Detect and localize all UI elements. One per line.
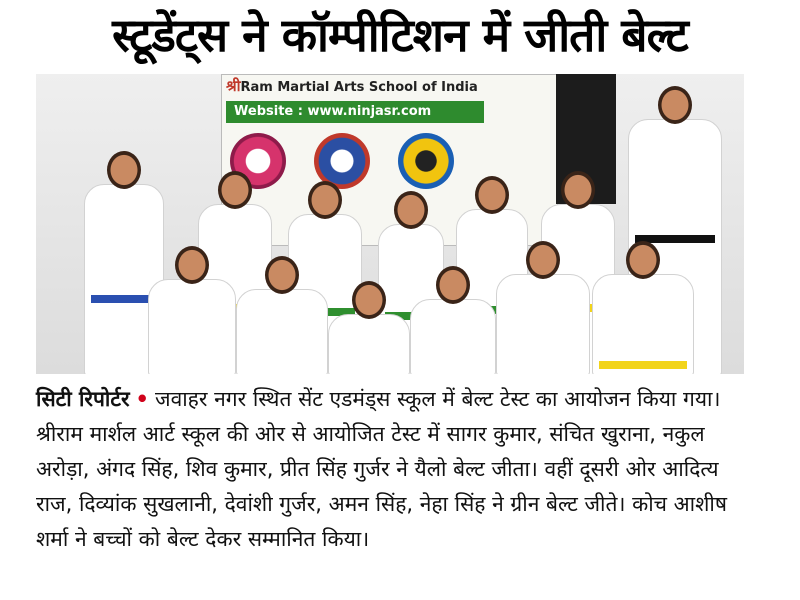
student-head: [475, 176, 509, 214]
student-head: [436, 266, 470, 304]
student-head: [308, 181, 342, 219]
student-head: [107, 151, 141, 189]
banner-title-line: [226, 75, 553, 97]
news-photo: [36, 74, 744, 374]
banner-title: Ram Martial Arts School of India: [240, 80, 478, 95]
student-front-3: [328, 314, 410, 374]
student-head: [218, 171, 252, 209]
yellow-belt: [599, 361, 687, 369]
bullet-dot: •: [135, 387, 149, 411]
student-head: [265, 256, 299, 294]
student-head: [626, 241, 660, 279]
student-head: [352, 281, 386, 319]
banner-prefix: श्री: [226, 77, 241, 95]
caption-text: जवाहर नगर स्थित सेंट एडमंड्स स्कूल में बेल्ट टेस्ट का आयोजन किया गया। श्रीराम मार्शल आर्ट स्कूल की ओर से आयोजित टेस्ट में सागर कुमार, संचित खुराना, नकुल अरोड़ा, अंगद सिंह, शिव कुमार, प्रीत सिंह गुर्जर ने यैलो बेल्ट जीता। वहीं दूसरी ओर आदित्य राज, दिव्यांक सुखलानी, देवांशी गुर्जर, अमन सिंह, नेहा सिंह ने ग्रीन बेल्ट जीते। कोच आशीष शर्मा ने बच्चों को बेल्ट देकर सम्मानित किया।: [36, 387, 727, 551]
student-head: [658, 86, 692, 124]
student-head: [561, 171, 595, 209]
student-front-6: [592, 274, 694, 374]
academy-logo-3: [398, 133, 454, 189]
student-head: [175, 246, 209, 284]
student-front-2: [236, 289, 328, 374]
student-front-5: [496, 274, 590, 374]
article-caption: [36, 382, 756, 594]
headline: स्टूडेंट्स ने कॉम्पीटिशन में जीती बेल्ट: [112, 8, 688, 62]
student-front-1: [148, 279, 236, 374]
student-head: [526, 241, 560, 279]
student-head: [394, 191, 428, 229]
student-front-4: [410, 299, 496, 374]
byline: सिटी रिपोर्टर: [36, 387, 130, 411]
banner-website: Website : www.ninjasr.com: [226, 101, 484, 123]
